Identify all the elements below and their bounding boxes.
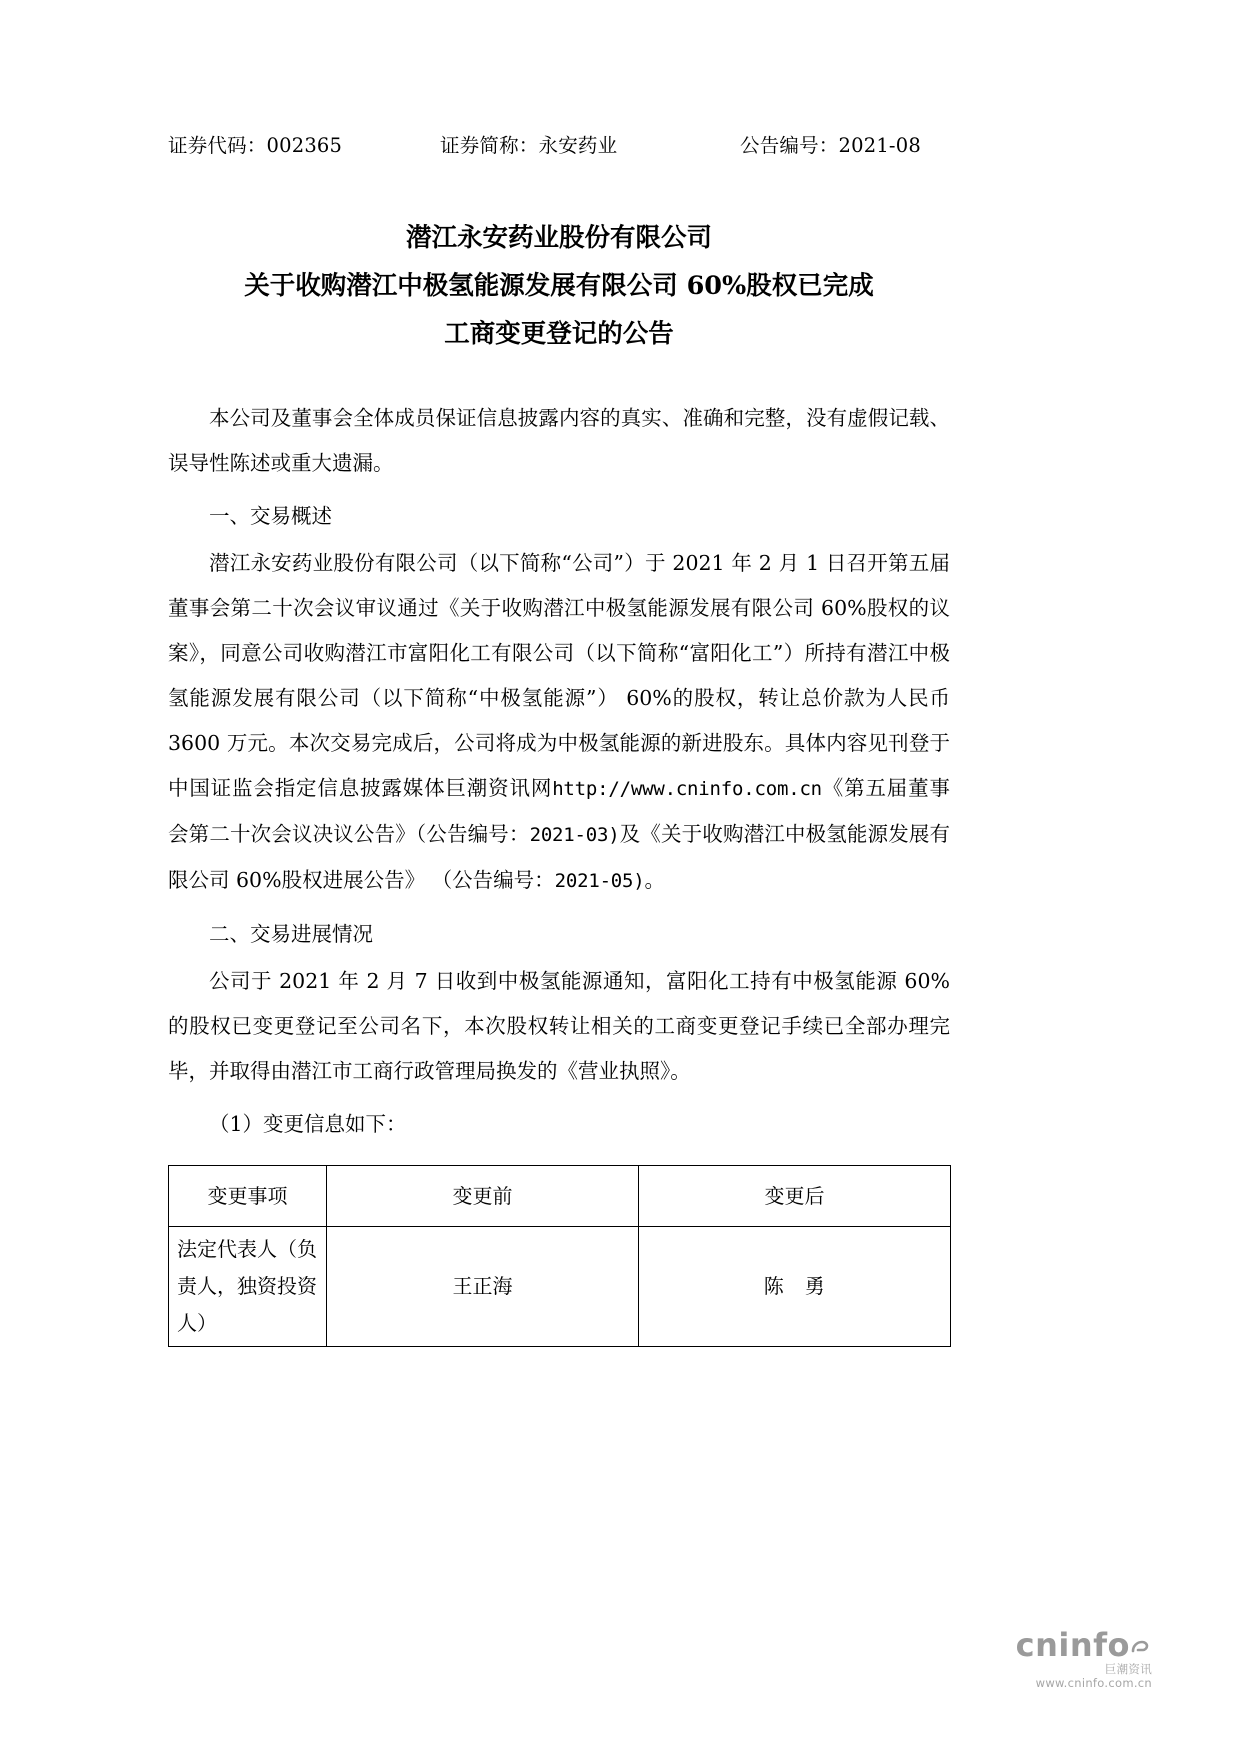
table-header-before: 变更前 [327,1166,639,1227]
announcement-no-2021-05: 2021-05) [554,870,645,892]
cninfo-watermark [1016,1628,1152,1690]
announcement-number: 公告编号：2021-08 [740,134,921,157]
security-code: 证券代码：002365 [168,134,343,157]
section-2-sub-heading: （1）变更信息如下： [209,1112,407,1136]
section-2-paragraph: 公司于 2021 年 2 月 7 日收到中极氢能源通知，富阳化工持有中极氢能源 60%的股权已变更登记至公司名下，本次股权转让相关的工商变更登记手续已全部办理完毕，并取得由潜江市工商行政管理局换发的《营业执照》。 [168,969,950,1083]
cninfo-logo-text: cninfo [1015,1626,1130,1664]
table-row [169,1227,951,1347]
disclaimer-paragraph: 本公司及董事会全体成员保证信息披露内容的真实、准确和完整，没有虚假记载、误导性陈述或重大遗漏。 [168,406,950,475]
announcement-no-2021-03: 2021-03) [529,824,620,846]
table-header-after: 变更后 [639,1166,951,1227]
security-abbreviation: 证券简称：永安药业 [440,134,618,157]
title-line-1: 潜江永安药业股份有限公司 [405,223,712,253]
cninfo-url: http://www.cninfo.com.cn [552,778,822,800]
title-line-2: 关于收购潜江中极氢能源发展有限公司 60%股权已完成 [244,271,874,301]
change-information-table [168,1165,951,1347]
section-1-text-part4: 及《关于收购潜江中极氢能源发展有限公司 60%股权进展公告》 （公告编号： [168,822,951,892]
cninfo-logo-sub-cn: 巨潮资讯 [1104,1662,1152,1676]
table-cell-after: 陈 勇 [639,1227,951,1347]
table-cell-before: 王正海 [327,1227,639,1347]
section-1-paragraph [168,541,950,904]
swirl-icon [1130,1631,1152,1653]
section-1-text-part2: 《第五届董事会第二十次会议决议公告》（公告编号： [168,776,950,846]
section-1-text-part1: 潜江永安药业股份有限公司（以下简称“公司”）于 2021 年 2 月 1 日召开第五届董事会第二十次会议审议通过《关于收购潜江中极氢能源发展有限公司 60%股权的议案》，同意公司收购潜江市富阳化工有限公司（以下简称“富阳化工”）所持有潜江中极氢能源发展有限公司（以下简称“中极氢能源”） 60%的股权，转让总价款为人民币 3600 万元。本次交易完成后，公司将成为中极氢能源的新进股东。具体内容见刊登于中国证监会指定信息披露媒体巨潮资讯网 [168,551,950,800]
table-cell-item: 法定代表人（负责人，独资投资人） [169,1227,327,1347]
table-header-row [169,1166,951,1227]
document-header [168,130,950,158]
cninfo-logo [1016,1628,1152,1662]
page-title [168,214,950,358]
section-2-heading: 二、交易进展情况 [209,922,373,946]
document-content [168,130,950,1347]
title-line-3: 工商变更登记的公告 [444,319,674,349]
table-header-item: 变更事项 [169,1166,327,1227]
section-1-heading: 一、交易概述 [209,504,332,528]
cninfo-logo-sub-url: www.cninfo.com.cn [1035,1676,1152,1690]
section-1-text-part6: 。 [644,868,666,892]
